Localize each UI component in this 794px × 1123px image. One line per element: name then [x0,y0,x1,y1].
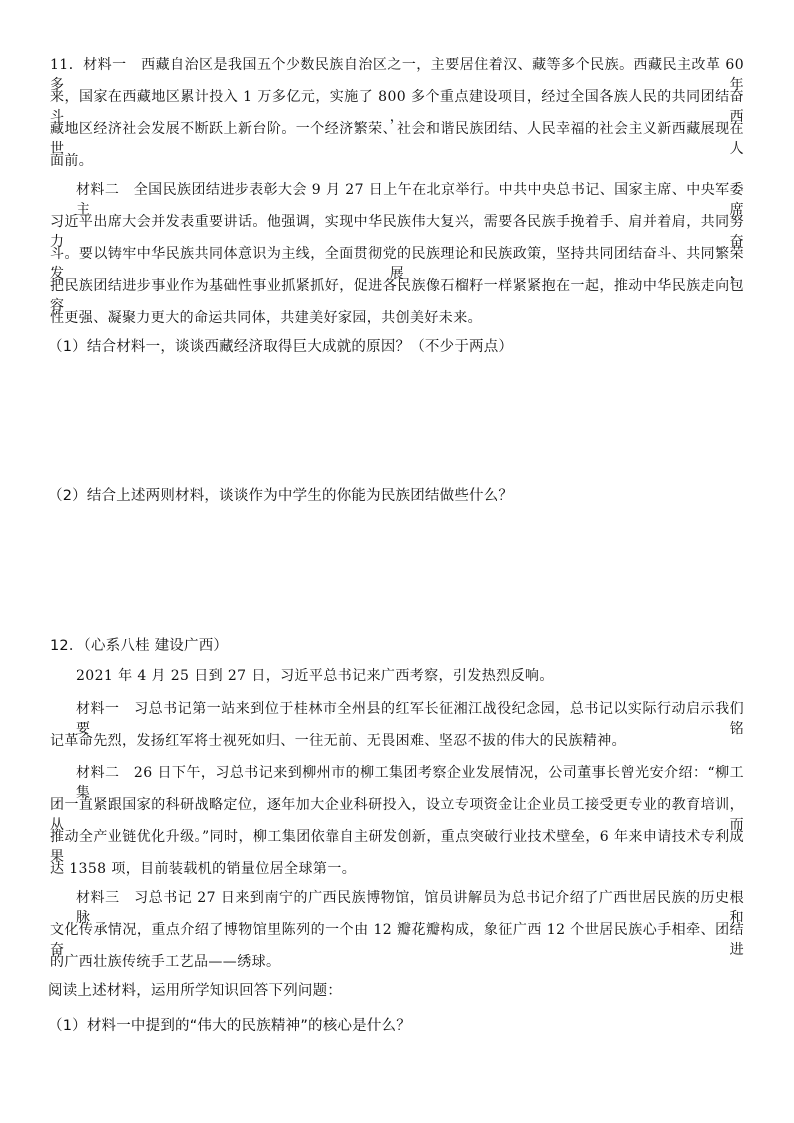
q11-material1-line: 藏地区经济社会发展不断跃上新台阶。一个经济繁荣、社会和谐民族团结、人民幸福的社会主义新西藏展现在世人 [50,121,744,157]
q12-material2-line: 团一直紧跟国家的科研战略定位，逐年加大企业科研投入，设立专项资金让企业员工接受更专业的教育培训，从而 [50,797,744,833]
q12-material1-line: 材料一 习总书记第一站来到位于桂林市全州县的红军长征湘江战役纪念园，总书记以实际行动启示我们要铭 [76,701,744,737]
q12-material2-line: 达 1358 项，目前装载机的销量位居全球第一。 [50,861,357,877]
q11-material2-line: 把民族团结进步事业作为基础性事业抓紧抓好，促进各民族像石榴籽一样紧紧抱在一起，推动中华民族走向包容 [50,278,744,314]
q11-material2-line: 习近平出席大会并发表重要讲话。他强调，实现中华民族伟大复兴，需要各民族手挽着手、肩并着肩，共同努力奋 [50,214,744,250]
q12-material3-line: 文化传承情况，重点介绍了博物馆里陈列的一个由 12 瓣花瓣构成，象征广西 12 个世居民族心手相牵、团结奋进 [50,922,744,958]
q11-material1-line: 来，国家在西藏地区累计投入 1 万多亿元，实施了 800 多个重点建设项目，经过全国各族人民的共同团结奋斗，西 [50,89,744,125]
q11-material1-line: 11．材料一 西藏自治区是我国五个少数民族自治区之一，主要居住着汉、藏等多个民族。西藏民主改革 60 多年 [50,57,744,93]
q12-material1-line: 记革命先烈，发扬红军将士视死如归、一往无前、无畏困难、坚忍不拔的伟大的民族精神。 [50,733,626,749]
q12-subquestion-1: （1）材料一中提到的“伟大的民族精神”的核心是什么？ [48,1018,411,1034]
q11-subquestion-2: （2）结合上述两则材料，谈谈作为中学生的你能为民族团结做些什么？ [48,488,514,504]
q12-instruction: 阅读上述材料，运用所学知识回答下列问题： [48,983,342,999]
q12-material3-line: 的广西壮族传统手工艺品——绣球。 [50,954,281,970]
q12-intro: 2021 年 4 月 25 日到 27 日，习近平总书记来广西考察，引发热烈反响。 [76,668,554,684]
q12-material3-line: 材料三 习总书记 27 日来到南宁的广西民族博物馆，馆员讲解员为总书记介绍了广西世居民族的历史根脉和 [76,890,744,926]
q12-material2-line: 推动全产业链优化升级。”同时，柳工集团依靠自主研发创新，重点突破行业技术壁垒，6 年来申请技术专利成果 [50,829,744,865]
q11-material2-line: 斗。要以铸牢中华民族共同体意识为主线，全面贯彻党的民族理论和民族政策，坚持共同团结奋斗、共同繁荣发展， [50,246,744,282]
q11-subquestion-1: （1）结合材料一，谈谈西藏经济取得巨大成就的原因？（不少于两点） [48,339,514,355]
q12-title: 12．（心系八桂 建设广西） [50,638,229,654]
q12-material2-line: 材料二 26 日下午，习总书记来到柳州市的柳工集团考察企业发展情况，公司董事长曾光安介绍：“柳工集 [76,765,744,801]
q11-material2-line: 性更强、凝聚力更大的命运共同体，共建美好家园，共创美好未来。 [50,310,482,326]
q11-material2-line: 材料二 全国民族团结进步表彰大会 9 月 27 日上午在北京举行。中共中央总书记、国家主席、中央军委主席 [76,182,744,218]
q11-material1-line: 面前。 [50,153,94,169]
